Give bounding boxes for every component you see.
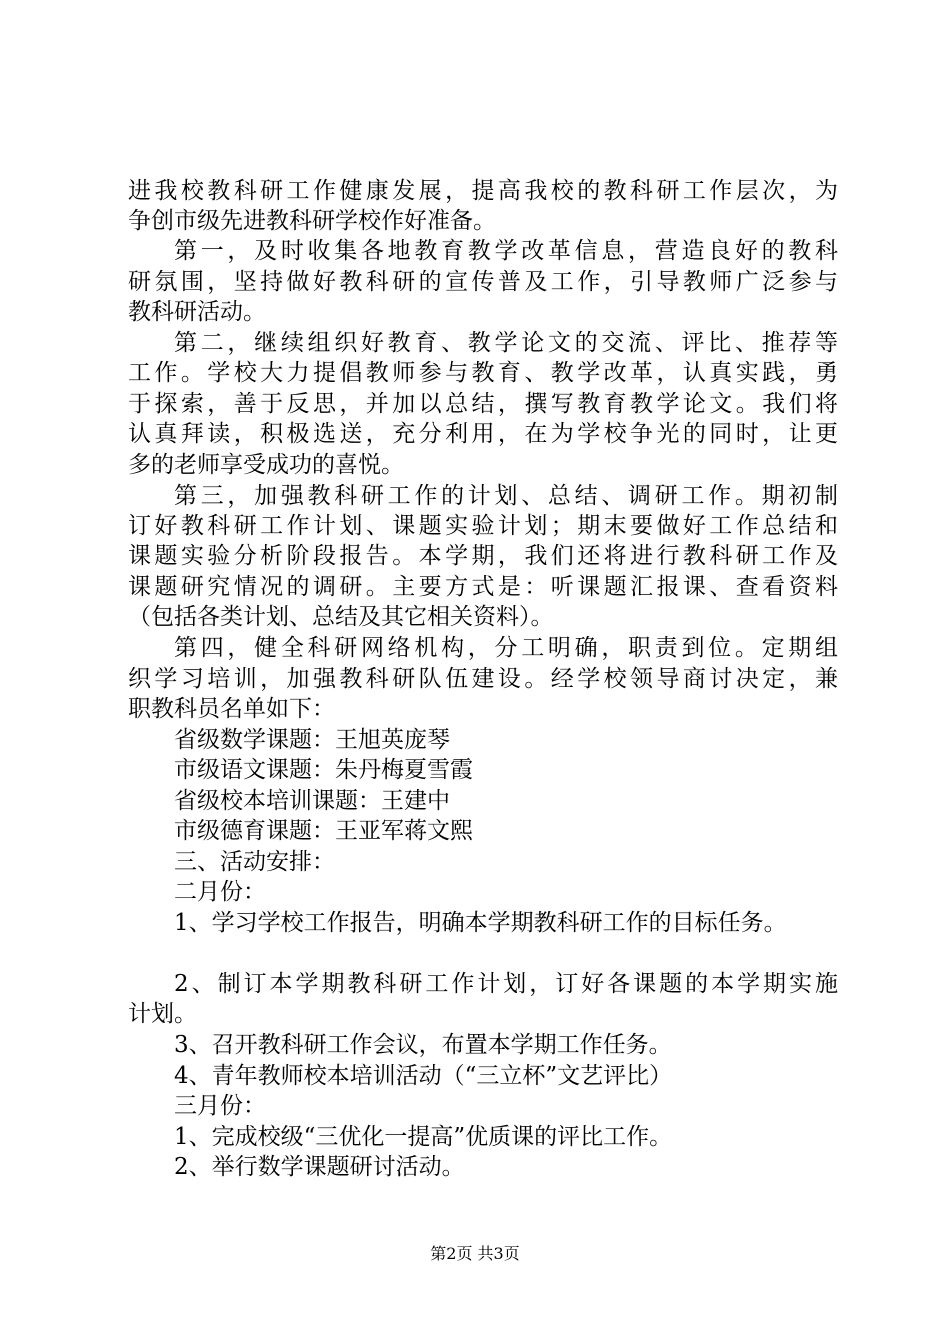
list-item: 1、学习学校工作报告，明确本学期教科研工作的目标任务。 (174, 910, 787, 936)
text-line: 教科研活动。 (128, 299, 266, 325)
paragraph-first-line: 第二，继续组织好教育、教学论文的交流、评比、推荐等 (174, 330, 838, 356)
list-line: 市级德育课题：王亚军蒋文熙 (174, 818, 473, 844)
page-footer: 第2页 共3页 (430, 1244, 520, 1263)
text-line: 订好教科研工作计划、课题实验计划；期末要做好工作总结和 (128, 513, 838, 539)
list-line: 省级校本培训课题：王建中 (174, 788, 450, 814)
text-line: 职教科员名单如下： (128, 696, 335, 722)
paragraph-first-line: 第四，健全科研网络机构，分工明确，职责到位。定期组 (174, 635, 838, 661)
paragraph-first-line: 第一，及时收集各地教育教学改革信息，营造良好的教科 (174, 238, 838, 264)
text-line: 争创市级先进教科研学校作好准备。 (128, 208, 496, 234)
text-line: 课题实验分析阶段报告。本学期，我们还将进行教科研工作及 (128, 543, 838, 569)
section-heading: 三、活动安排： (174, 849, 335, 875)
text-line: 进我校教科研工作健康发展，提高我校的教科研工作层次，为 (128, 178, 838, 204)
list-item: 1、完成校级“三优化一提高”优质课的评比工作。 (174, 1124, 673, 1150)
text-line: 于探索，善于反思，并加以总结，撰写教育教学论文。我们将 (128, 391, 838, 417)
month-heading: 二月份： (174, 879, 266, 905)
list-line: 市级语文课题：朱丹梅夏雪霞 (174, 757, 473, 783)
month-heading: 三月份： (174, 1093, 266, 1119)
text-line: 课题研究情况的调研。主要方式是：听课题汇报课、查看资料 (128, 574, 838, 600)
text-line: 多的老师享受成功的喜悦。 (128, 452, 404, 478)
list-item: 4、青年教师校本培训活动（“三立杯”文艺评比） (174, 1063, 673, 1089)
text-line: 研氛围，坚持做好教科研的宣传普及工作，引导教师广泛参与 (128, 269, 838, 295)
text-line: （包括各类计划、总结及其它相关资料）。 (128, 604, 554, 630)
list-item: 2、举行数学课题研讨活动。 (174, 1154, 465, 1180)
text-line: 计划。 (128, 1001, 197, 1027)
list-item: 3、召开教科研工作会议，布置本学期工作任务。 (174, 1032, 672, 1058)
text-line: 工作。学校大力提倡教师参与教育、教学改革，认真实践，勇 (128, 360, 838, 386)
list-line: 省级数学课题：王旭英庞琴 (174, 727, 450, 753)
paragraph-first-line: 第三，加强教科研工作的计划、总结、调研工作。期初制 (174, 483, 838, 509)
text-line: 认真拜读，积极选送，充分利用，在为学校争光的同时，让更 (128, 421, 838, 447)
list-item: 2、制订本学期教科研工作计划，订好各课题的本学期实施 (174, 971, 838, 997)
text-line: 织学习培训，加强教科研队伍建设。经学校领导商讨决定，兼 (128, 666, 838, 692)
